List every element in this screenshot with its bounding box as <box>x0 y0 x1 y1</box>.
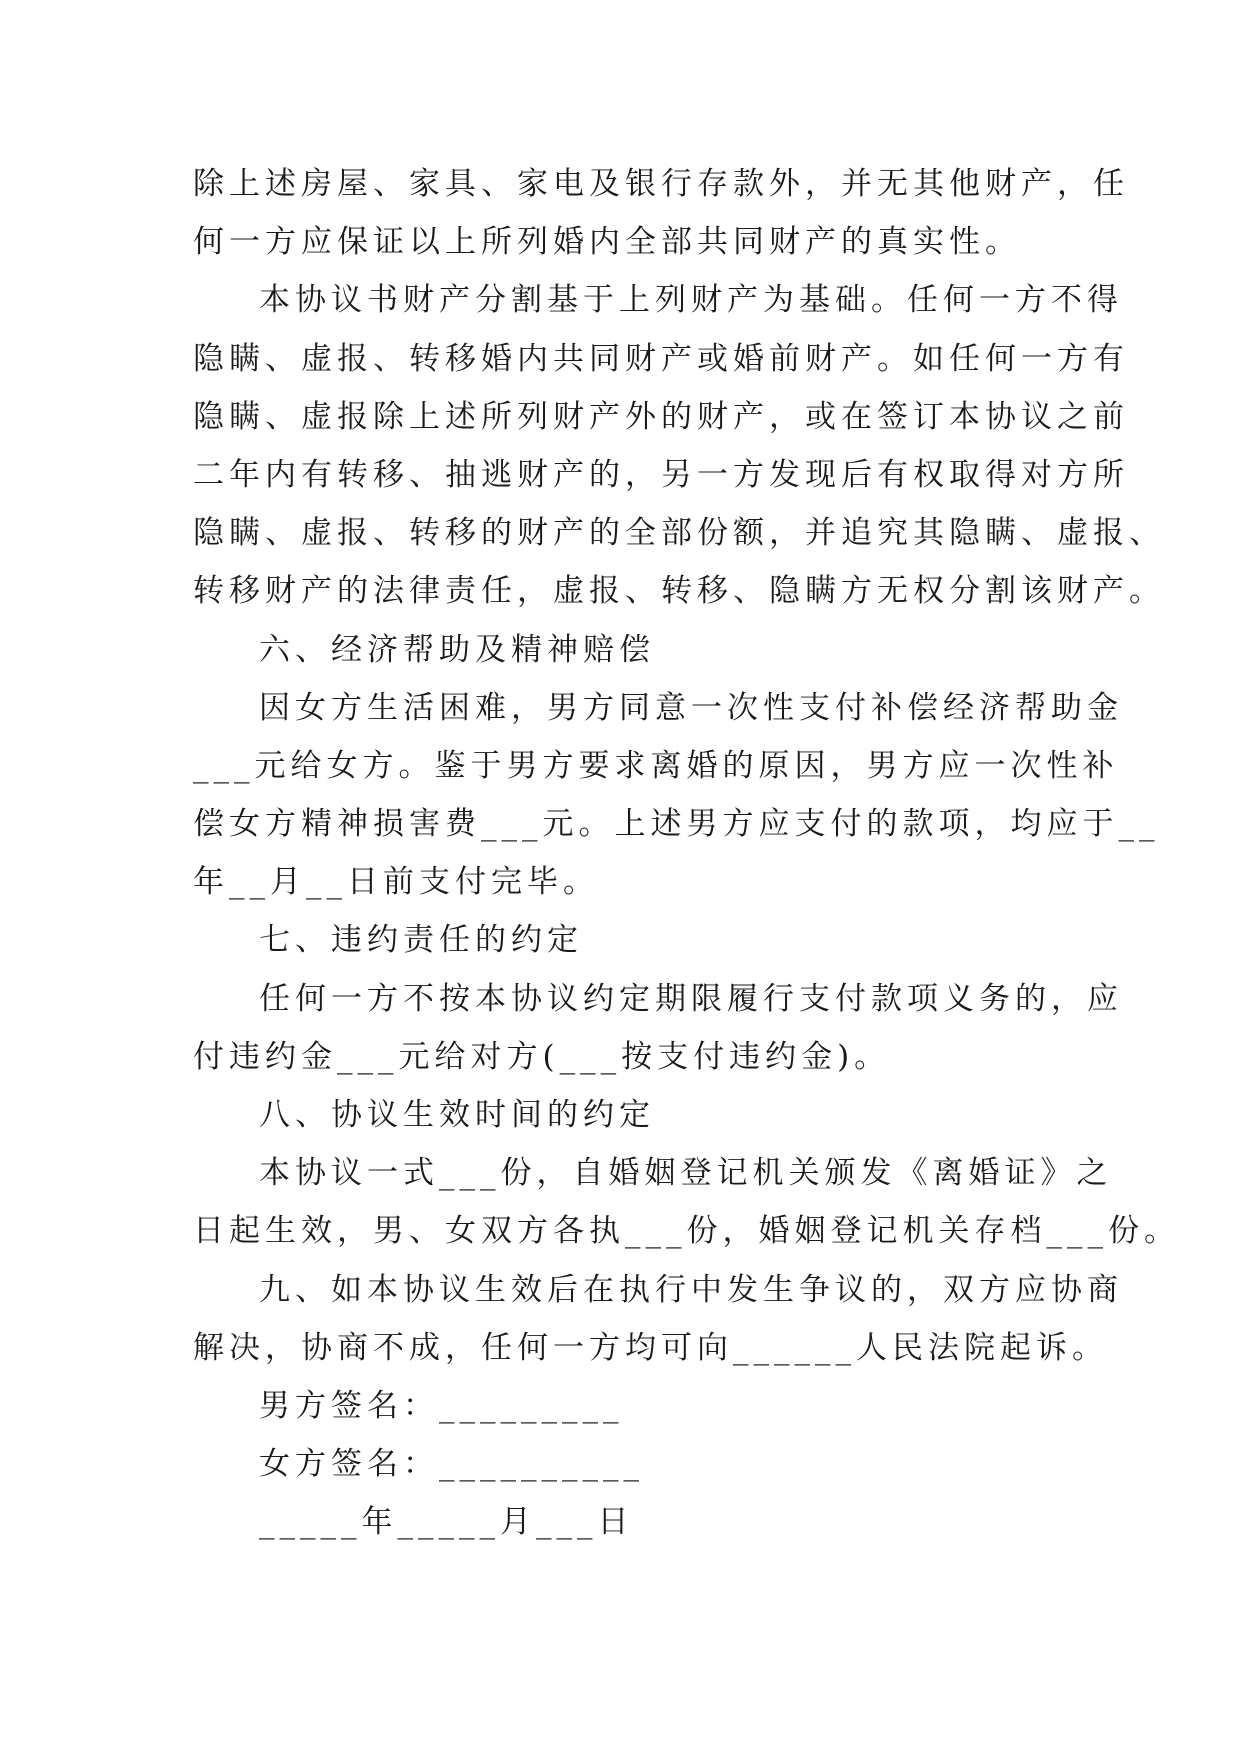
text-line-3: 本协议书财产分割基于上列财产为基础。任何一方不得 <box>259 282 1123 319</box>
section-heading-6: 六、经济帮助及精神赔偿 <box>259 631 655 668</box>
text-line-21: 解决，协商不成，任何一方均可向______人民法院起诉。 <box>193 1329 1108 1366</box>
text-line-18: 本协议一式___份，自婚姻登记机关颁发《离婚证》之 <box>259 1155 1113 1192</box>
text-line-5: 隐瞒、虚报除上述所列财产外的财产，或在签订本协议之前 <box>193 398 1129 435</box>
section-heading-9: 九、如本协议生效后在执行中发生争议的，双方应协商 <box>259 1271 1123 1308</box>
document-page <box>193 155 1180 1552</box>
section-heading-8: 八、协议生效时间的约定 <box>259 1097 655 1133</box>
text-line-12: 偿女方精神损害费___元。上述男方应支付的款项，均应于__ <box>193 806 1160 843</box>
text-line-15: 任何一方不按本协议约定期限履行支付款项义务的，应 <box>259 980 1123 1017</box>
text-line-2: 何一方应保证以上所列婚内全部共同财产的真实性。 <box>193 224 1021 261</box>
male-signature-line: 男方签名：_________ <box>259 1387 624 1424</box>
text-line-11: ___元给女方。鉴于男方要求离婚的原因，男方应一次性补 <box>193 747 1119 784</box>
text-line-10: 因女方生活困难，男方同意一次性支付补偿经济帮助金 <box>259 689 1123 726</box>
text-line-19: 日起生效，男、女双方各执___份，婚姻登记机关存档___份。 <box>193 1213 1180 1250</box>
text-line-8: 转移财产的法律责任，虚报、转移、隐瞒方无权分割该财产。 <box>193 573 1165 610</box>
female-signature-line: 女方签名：__________ <box>259 1446 644 1483</box>
text-line-4: 隐瞒、虚报、转移婚内共同财产或婚前财产。如任何一方有 <box>193 340 1129 377</box>
text-line-16: 付违约金___元给对方(___按支付违约金)。 <box>193 1038 891 1075</box>
date-line: _____年_____月___日 <box>259 1504 634 1541</box>
section-heading-7: 七、违约责任的约定 <box>259 922 583 959</box>
text-line-13: 年__月__日前支付完毕。 <box>193 864 599 901</box>
text-line-7: 隐瞒、虚报、转移的财产的全部份额，并追究其隐瞒、虚报、 <box>193 515 1165 552</box>
text-line-6: 二年内有转移、抽逃财产的，另一方发现后有权取得对方所 <box>193 456 1129 493</box>
text-line-1: 除上述房屋、家具、家电及银行存款外，并无其他财产，任 <box>193 166 1129 202</box>
